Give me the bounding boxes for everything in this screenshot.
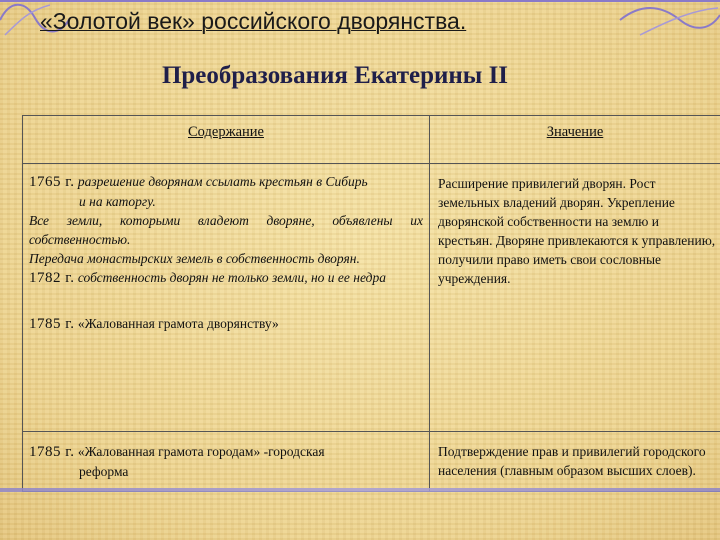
table-row [23,432,720,492]
bottom-decor-line [0,488,720,492]
row2-content-cell: 1785 г. «Жалованная грамота городам» -городская реформа [23,432,430,492]
year-1765: 1765 г. [29,174,75,190]
year-1782: 1782 г. [29,270,75,286]
text-1785-cities: 1785 г. «Жалованная грамота городам» -городская [29,444,325,460]
page-title: «Золотой век» российского дворянства. [40,8,467,34]
meaning-cities: Подтверждение прав и привилегий городского населения (главным образом высших слоев). [438,444,706,478]
header-content: Содержание [23,116,430,164]
year-1785: 1785 г. [29,316,75,332]
row1-meaning-cell [430,164,720,432]
text-monastery: Передача монастырских земель в собственность дворян. [29,251,360,266]
reforms-table [22,115,720,492]
row1-content-cell: 1765 г. разрешение дворянам ссылать крестьян в Сибирь и на каторгу. Все земли, которыми владеют дворяне, объявлены их собственностью. Передача монастырских земель в собственность дворян. 1782 г. собственность дворян не только земли, но и ее недра 1785 г. «Жалованная грамота дворянству» [23,164,430,432]
page-subtitle: Преобразования Екатерины II [161,62,509,89]
table-row [23,164,720,432]
row2-meaning-cell [430,432,720,492]
text-1785-nobility: 1785 г. «Жалованная грамота дворянству» [29,316,279,332]
meaning-nobility: Расширение привилегий дворян. Рост земельных владений дворян. Укрепление дворянской собственности на землю и крестьян. Дворяне привлекаются к управлению, получили право иметь свои сословные учреждения. [438,176,716,286]
text-lands: Все земли, которыми владеют дворяне, объявлены их собственностью. [29,213,423,247]
header-meaning: Значение [430,116,720,164]
text-1782: 1782 г. собственность дворян не только земли, но и ее недра [29,270,386,286]
text-1765: 1765 г. разрешение дворянам ссылать крестьян в Сибирь [29,174,368,190]
